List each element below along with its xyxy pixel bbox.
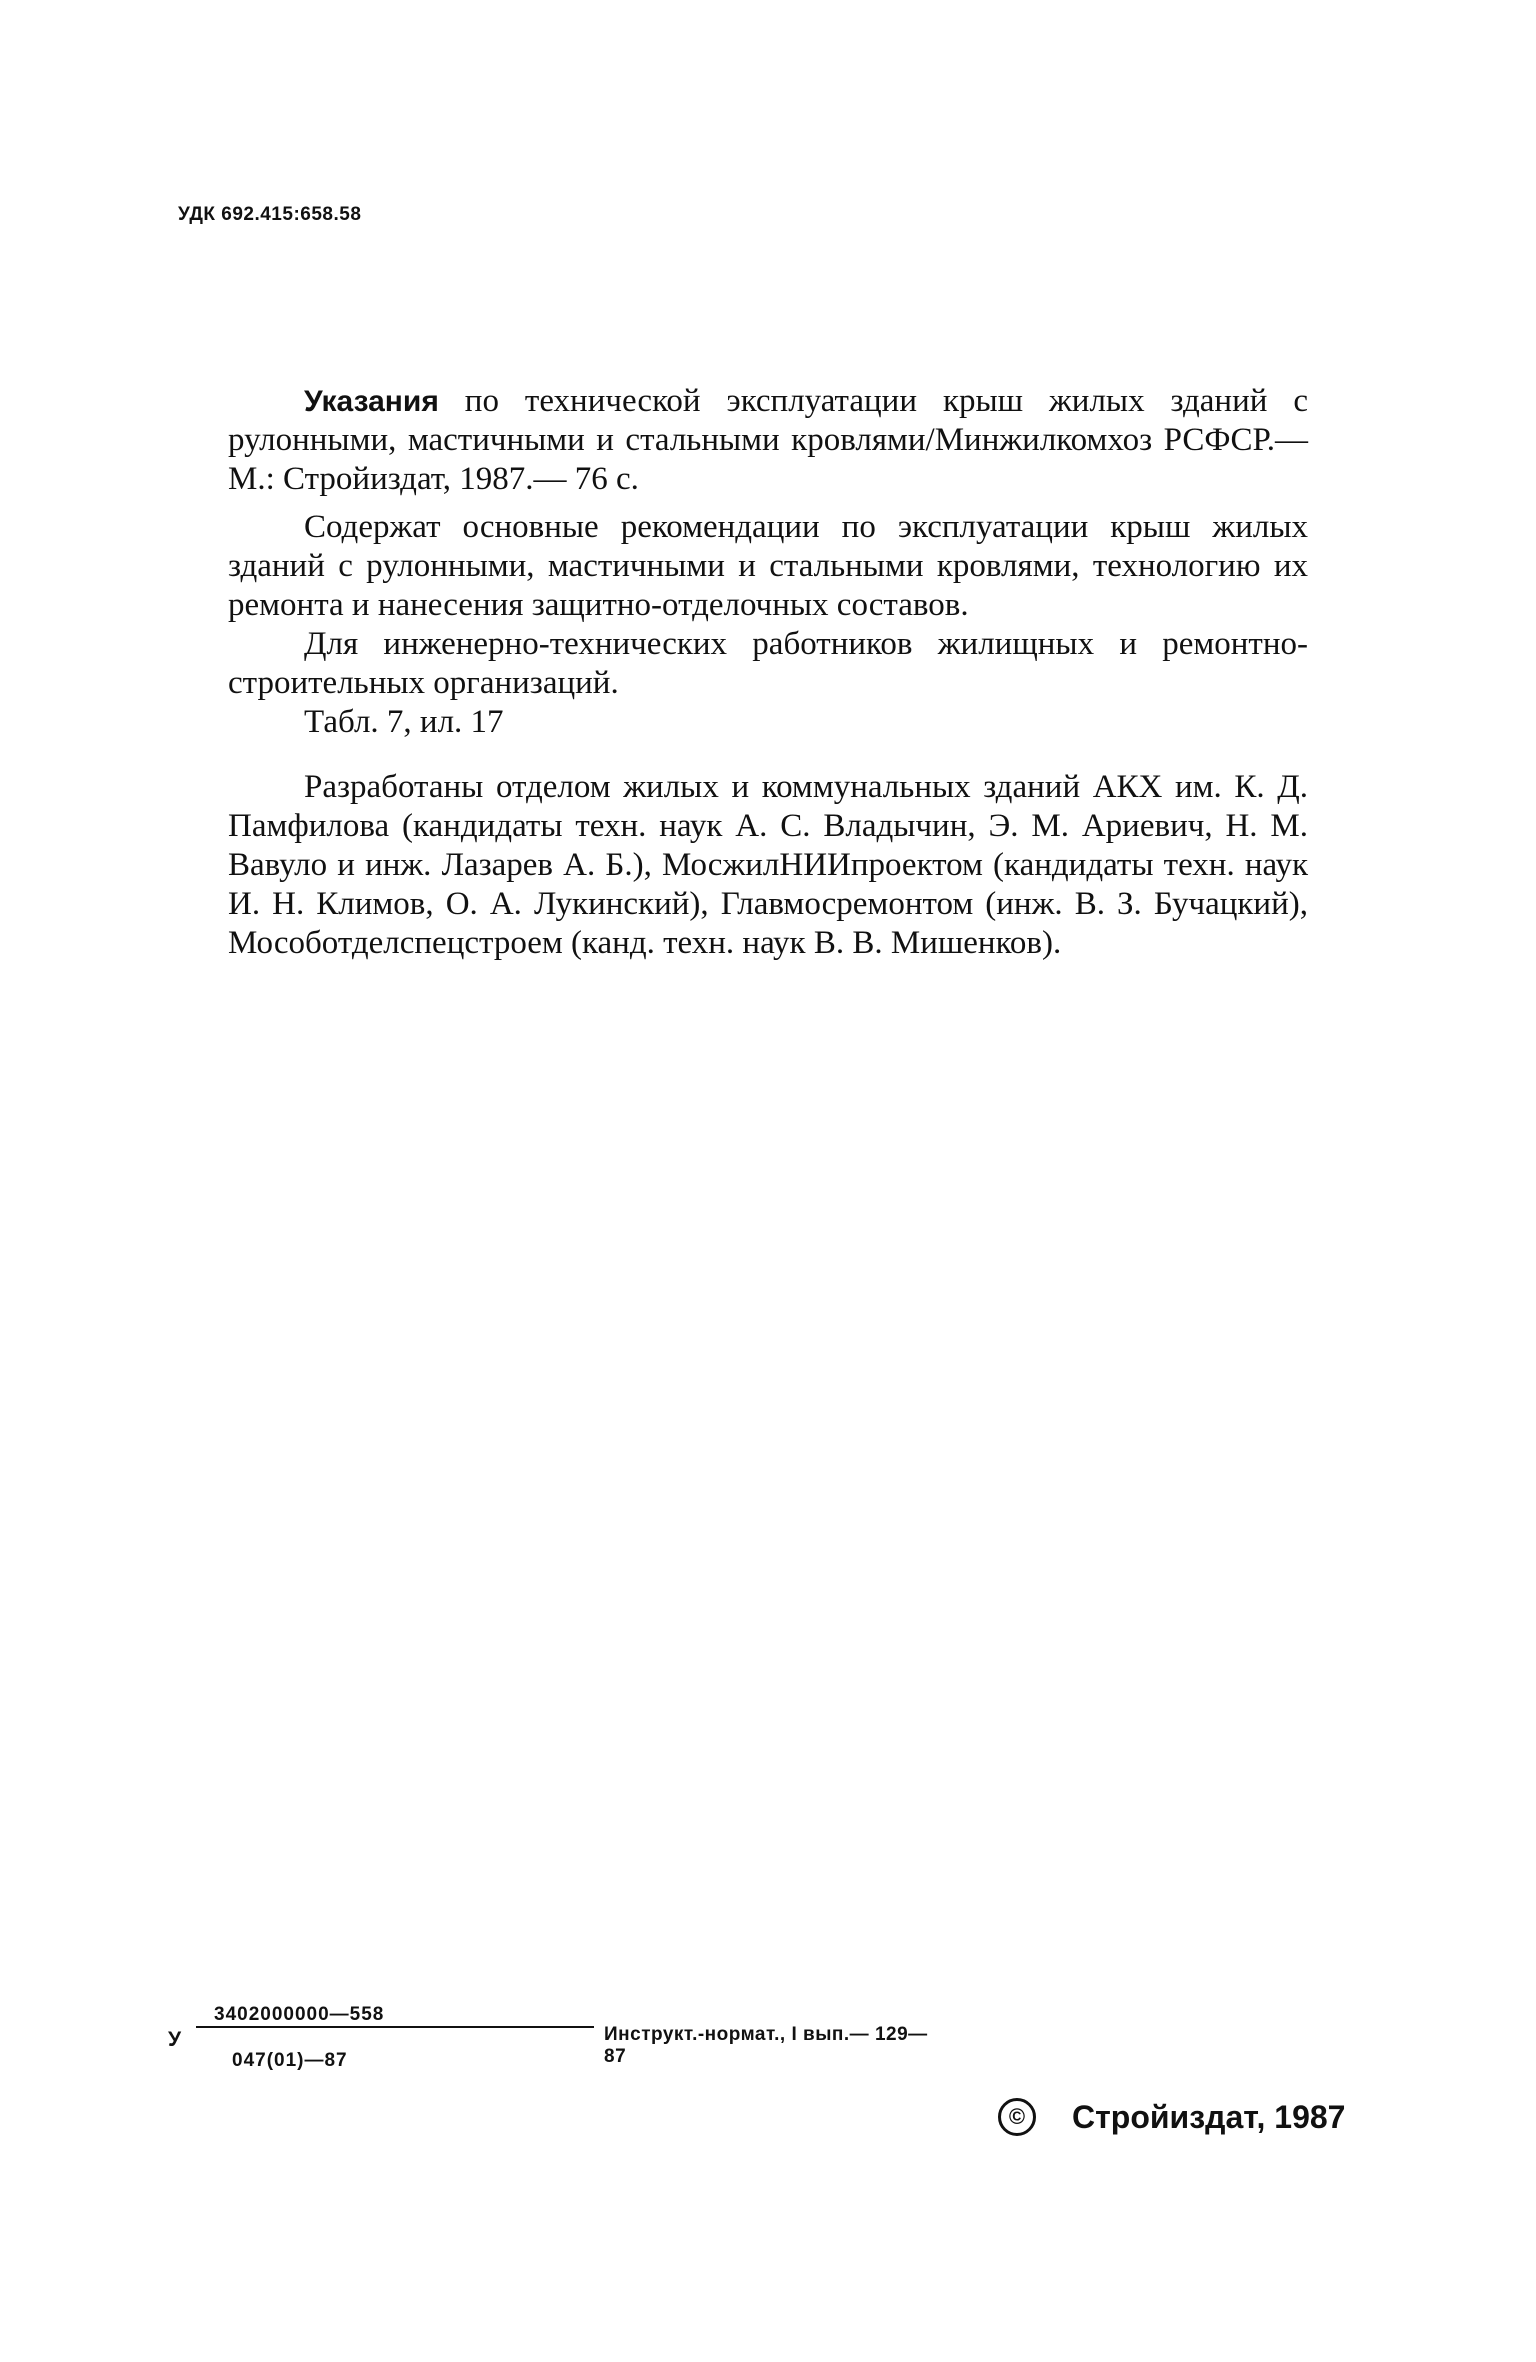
publication-imprint xyxy=(168,1998,928,2108)
copyright-text: Стройиздат, 1987 xyxy=(1072,2098,1346,2135)
annotation-summary: Содержат основные рекомендации по эксплуатации крыш жилых зданий с рулонными, мастичными и стальными кровлями, технологию их ремонта и нанесения защитно-отделочных составов. xyxy=(228,509,1308,623)
annotation-audience: Для инженерно-технических работников жилищных и ремонтно-строительных организаций. xyxy=(228,626,1308,701)
imprint-details: Инструкт.-нормат., I вып.— 129—87 xyxy=(604,2024,928,2067)
copyright-line xyxy=(998,2098,1345,2136)
annotation xyxy=(228,508,1308,742)
annotation-tables: Табл. 7, ил. 17 xyxy=(304,704,504,740)
imprint-letter: У xyxy=(168,2028,182,2051)
bibliographic-paragraph xyxy=(228,382,1308,499)
udk-code: УДК 692.415:658.58 xyxy=(178,204,362,225)
developers-note xyxy=(228,768,1308,963)
imprint-numerator: 3402000000—558 xyxy=(196,2004,594,2028)
imprint-denominator: 047(01)—87 xyxy=(232,2050,348,2071)
bibliographic-text: по технической эксплуатации крыш жилых зданий с рулонными, мастичными и стальными кровлями/Минжилкомхоз РСФСР.— М.: Стройиздат, 1987.— 76 с. xyxy=(228,383,1308,497)
bibliographic-entry xyxy=(228,382,1308,499)
copyright-icon: © xyxy=(998,2098,1036,2136)
bibliographic-title: Указания xyxy=(304,385,439,418)
developers-paragraph: Разработаны отделом жилых и коммунальных зданий АКХ им. К. Д. Памфилова (кандидаты техн. наук А. С. Владычин, Э. М. Ариевич, Н. М. Вавуло и инж. Лазарев А. Б.), МосжилНИИпроектом (кандидаты техн. наук И. Н. Климов, О. А. Лукинский), Главмосремонтом (инж. В. З. Бучацкий), Мособотделспецстроем (канд. техн. наук В. В. Мишенков). xyxy=(228,769,1308,961)
